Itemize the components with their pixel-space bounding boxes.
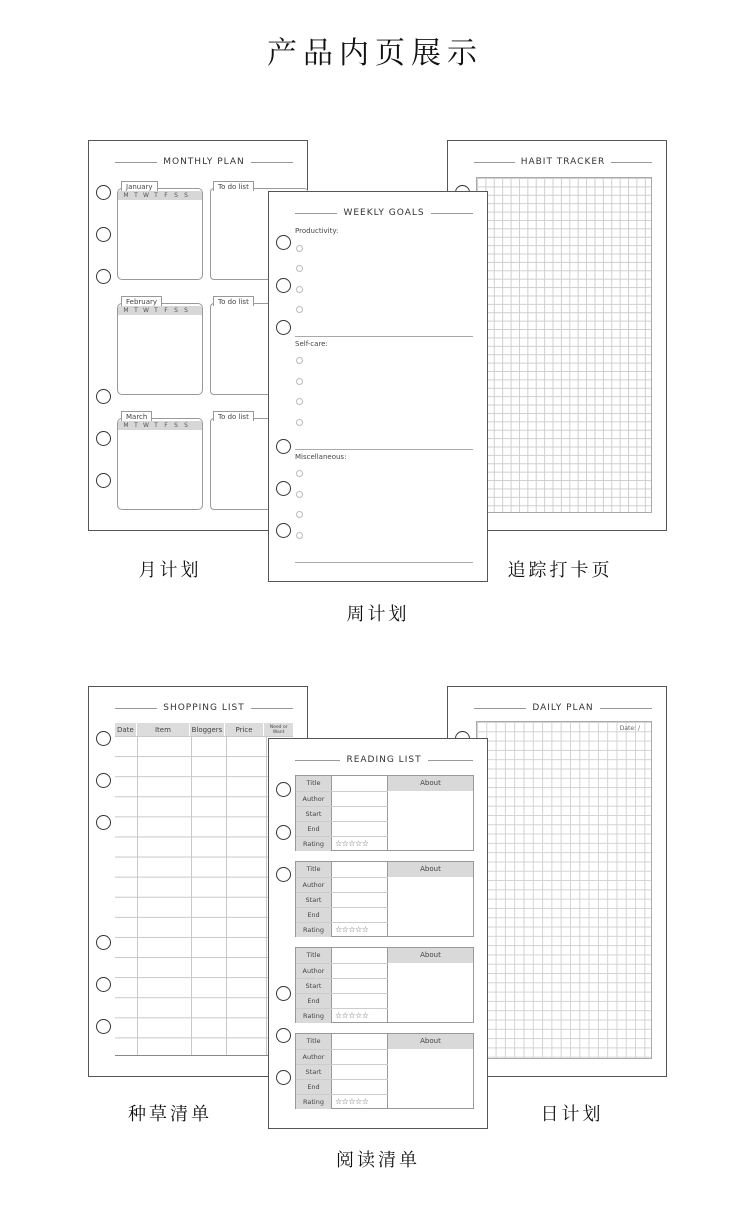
reading-header: READING LIST <box>295 753 473 767</box>
weekday-row: M T W T F S S <box>118 421 202 430</box>
caption-weekly: 周计划 <box>346 604 410 625</box>
field-label: End <box>296 994 331 1008</box>
section-divider <box>295 562 473 563</box>
field-label: Rating <box>296 1095 331 1109</box>
binder-ring <box>276 867 291 882</box>
field-label: Author <box>296 964 331 978</box>
field-label: Start <box>296 1065 331 1079</box>
monthly-header: MONTHLY PLAN <box>115 155 293 169</box>
about-header: About <box>388 1034 473 1049</box>
field-label: Title <box>296 862 331 877</box>
month-calendar <box>117 413 203 510</box>
tracker-grid <box>476 177 652 513</box>
section-label: Productivity: <box>295 227 339 235</box>
binder-ring <box>276 986 291 1001</box>
binder-ring <box>276 523 291 538</box>
column-header: Need or Want <box>269 724 288 735</box>
star-rating[interactable]: ☆☆☆☆☆ <box>331 1009 388 1023</box>
checkbox-circle[interactable] <box>296 265 303 272</box>
column-header: Date <box>115 723 137 736</box>
checkbox-circle[interactable] <box>296 286 303 293</box>
month-label: January <box>121 181 158 191</box>
table-rows <box>115 736 293 1056</box>
checkbox-circle[interactable] <box>296 398 303 405</box>
binder-ring <box>276 1028 291 1043</box>
binder-ring <box>96 935 111 950</box>
weekday-row: M T W T F S S <box>118 306 202 315</box>
page-title: 产品内页展示 <box>267 36 483 71</box>
star-rating[interactable]: ☆☆☆☆☆ <box>331 1095 388 1109</box>
binder-ring <box>276 481 291 496</box>
checkbox-circle[interactable] <box>296 419 303 426</box>
binder-ring <box>276 825 291 840</box>
month-calendar <box>117 298 203 395</box>
checkbox-circle[interactable] <box>296 245 303 252</box>
weekly-goals-page <box>268 191 488 582</box>
daily-header: DAILY PLAN <box>474 701 652 715</box>
reading-list-page <box>268 738 488 1129</box>
column-header: Price <box>225 723 265 736</box>
field-label: End <box>296 908 331 922</box>
field-label: Title <box>296 948 331 963</box>
field-label: Author <box>296 792 331 806</box>
binder-ring <box>96 773 111 788</box>
about-header: About <box>388 776 473 791</box>
binder-ring <box>276 320 291 335</box>
binder-ring <box>276 782 291 797</box>
binder-ring <box>96 473 111 488</box>
binder-ring <box>96 431 111 446</box>
caption-daily: 日计划 <box>540 1104 604 1125</box>
field-label: Rating <box>296 923 331 937</box>
section-divider <box>295 336 473 337</box>
field-label: Rating <box>296 837 331 851</box>
todo-label: To do list <box>213 411 254 421</box>
weekly-header: WEEKLY GOALS <box>295 206 473 220</box>
daily-grid <box>476 721 652 1059</box>
field-label: Start <box>296 979 331 993</box>
field-label: End <box>296 822 331 836</box>
field-label: Title <box>296 776 331 791</box>
checkbox-circle[interactable] <box>296 378 303 385</box>
caption-reading: 阅读清单 <box>336 1150 420 1171</box>
binder-ring <box>96 227 111 242</box>
month-label: March <box>121 411 152 421</box>
about-header: About <box>388 948 473 963</box>
field-label: Author <box>296 1050 331 1064</box>
binder-ring <box>276 278 291 293</box>
table-header <box>115 723 293 736</box>
todo-label: To do list <box>213 296 254 306</box>
about-header: About <box>388 862 473 877</box>
field-label: Start <box>296 807 331 821</box>
book-entry <box>295 775 474 851</box>
checkbox-circle[interactable] <box>296 306 303 313</box>
star-rating[interactable]: ☆☆☆☆☆ <box>331 923 388 937</box>
checkbox-circle[interactable] <box>296 357 303 364</box>
binder-ring <box>276 235 291 250</box>
book-entry <box>295 861 474 937</box>
caption-monthly: 月计划 <box>138 560 202 581</box>
caption-habit: 追踪打卡页 <box>507 560 613 581</box>
binder-ring <box>276 1070 291 1085</box>
binder-ring <box>96 185 111 200</box>
book-entry <box>295 947 474 1023</box>
habit-header: HABIT TRACKER <box>474 155 652 169</box>
binder-ring <box>96 389 111 404</box>
column-header: Item <box>137 723 190 736</box>
section-divider <box>295 449 473 450</box>
field-label: Rating <box>296 1009 331 1023</box>
binder-ring <box>96 815 111 830</box>
star-rating[interactable]: ☆☆☆☆☆ <box>331 837 388 851</box>
book-entry <box>295 1033 474 1109</box>
weekday-row: M T W T F S S <box>118 191 202 200</box>
checkbox-circle[interactable] <box>296 511 303 518</box>
month-label: February <box>121 296 162 306</box>
caption-shopping: 种草清单 <box>128 1104 212 1125</box>
field-label: End <box>296 1080 331 1094</box>
checkbox-circle[interactable] <box>296 491 303 498</box>
binder-ring <box>96 269 111 284</box>
shopping-header: SHOPPING LIST <box>115 701 293 715</box>
column-header: Bloggers <box>190 723 225 736</box>
field-label: Author <box>296 878 331 892</box>
section-label: Miscellaneous: <box>295 453 347 461</box>
binder-ring <box>96 1019 111 1034</box>
date-label: Date: / <box>619 725 640 732</box>
month-calendar <box>117 183 203 280</box>
section-label: Self-care: <box>295 340 328 348</box>
field-label: Start <box>296 893 331 907</box>
binder-ring <box>96 731 111 746</box>
shopping-table <box>115 723 293 1056</box>
todo-label: To do list <box>213 181 254 191</box>
binder-ring <box>276 439 291 454</box>
checkbox-circle[interactable] <box>296 470 303 477</box>
field-label: Title <box>296 1034 331 1049</box>
binder-ring <box>96 977 111 992</box>
checkbox-circle[interactable] <box>296 532 303 539</box>
